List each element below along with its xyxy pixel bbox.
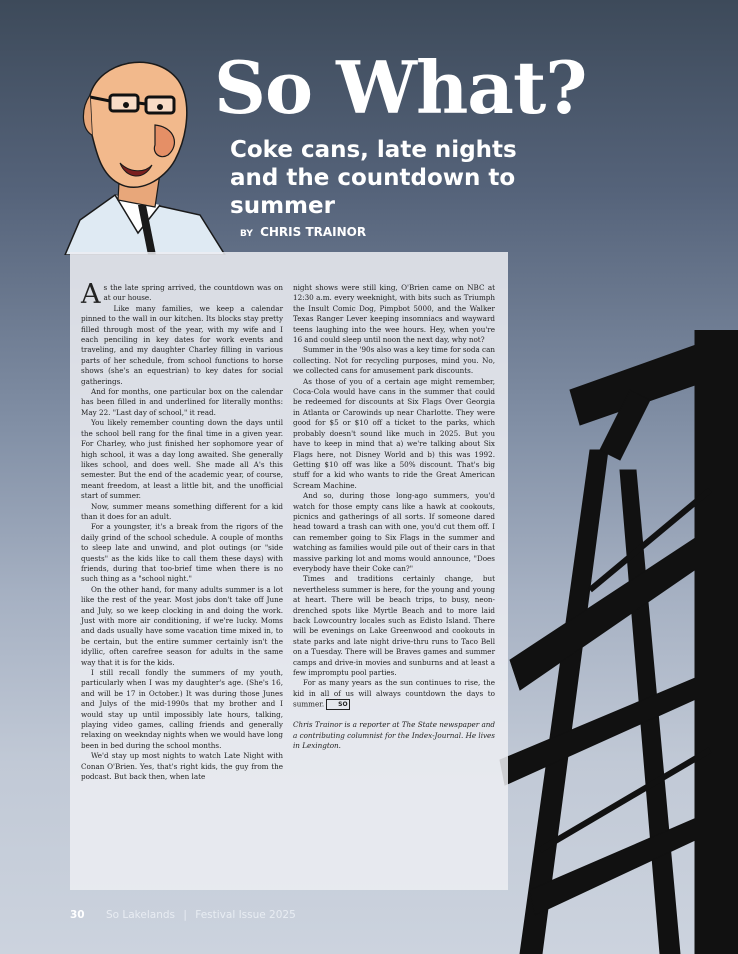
byline-prefix: BY	[240, 229, 253, 239]
paragraph: Times and traditions certainly change, but nevertheless summer is here, for the young and young at heart. There will be beach trips, to busy, neon-drenched spots like Myrtle Beach and to more laid back Lowcountry locales such as Edisto Island. There will be evenings on Lake Greenwood and cookouts in state parks and late night drive-thru runs to Taco Bell on a Tuesday. There will be Braves games and summer camps and drive-in movies and sunburns and at least a few impromptu pool parties.	[293, 574, 495, 678]
magazine-name: So Lakelands	[105, 909, 175, 921]
issue-name: Festival Issue 2025	[195, 909, 296, 921]
article-column-left	[81, 279, 283, 783]
page-number: 30	[70, 909, 85, 921]
author-bio: Chris Trainor is a reporter at The State newspaper and a contributing columnist for the Index-Journal. He lives in Lexington.	[293, 720, 495, 751]
page-footer	[70, 909, 296, 921]
roller-coaster-silhouette	[480, 330, 738, 954]
paragraph: Now, summer means something different for a kid than it does for an adult.	[81, 501, 283, 521]
paragraph: We'd stay up most nights to watch Late Night with Conan O'Brien. Yes, that's right kids, the guy from the podcast. But back then, when late	[81, 751, 283, 782]
article-subtitle: Coke cans, late nights and the countdown to summer	[230, 137, 517, 219]
paragraph: And so, during those long-ago summers, you'd watch for those empty cans like a hawk at cookouts, picnics and gatherings of all sorts. If someone dared head toward a trash can with one, you'd cut them off. I can remember going to Six Flags in the summer and watching as families would pile out of their cars in that massive parking lot and moms would announce, "Does everybody have their Coke can?"	[293, 491, 495, 573]
paragraph: I still recall fondly the summers of my youth, particularly when I was my daughter's age. (She's 16, and will be 17 in October.) It was during those Junes and Julys of the mid-1990s that my brother and I would stay up until impossibly late hours, talking, playing video games, calling friends and generally relaxing on weeknday nights when we would have long been in bed during the school months.	[81, 668, 283, 750]
footer-separator: |	[183, 909, 187, 921]
end-mark-icon: SO	[326, 699, 349, 710]
paragraph: You likely remember counting down the days until the school bell rang for the final time in a given year. For Charley, who just finished her sophomore year of high school, it was a day long awaited. She generally likes school, and does well. She made all A's this semester. But the end of the academic year, of course, meant freedom, at least a little bit, and the unofficial start of summer.	[81, 418, 283, 501]
article-column-right	[293, 283, 495, 751]
byline	[240, 225, 366, 239]
paragraph: night shows were still king, O'Brien came on NBC at 12:30 a.m. every weeknight, with bits such as Triumph the Insult Comic Dog, Pimpbot 5000, and the Walker Texas Ranger Lever keeping insomniacs and wayward teens laughing into the wee hours. Hey, when you're 16 and could sleep until noon the next day, why not?	[293, 283, 495, 345]
columnist-caricature	[60, 55, 230, 255]
paragraph: Like many families, we keep a calendar pinned to the wall in our kitchen. Its blocks stay pretty filled through most of the year, with my wife and I each penciling in key dates for work events and traveling, and my daughter Charley filling in various parts of her schedule, from school functions to horse shows (she's an equestrian) to key dates for social gatherings.	[81, 303, 283, 386]
paragraph: And for months, one particular box on the calendar has been filled in and underlined for literally months: May 22. "Last day of school," it read.	[81, 387, 283, 417]
paragraph: As those of you of a certain age might remember, Coca-Cola would have cans in the summer that could be redeemed for discounts at Six Flags Over Georgia in Atlanta or Carowinds up near Charlotte. They were good for $5 or $10 off a ticket to the parks, which probably doesn't sound like much in 2025. But you have to keep in mind that a) we're talking about Six Flags here, not Disney World and b) this was 1992. Getting $10 off was like a 50% discount. That's big stuff for a kid who wants to ride the Great American Scream Machine.	[293, 376, 495, 490]
dropcap: A	[81, 279, 101, 310]
paragraph: For a youngster, it's a break from the rigors of the daily grind of the school schedule. A couple of months to sleep late and unwind, and plot outings (or "side quests" as the kids like to call them these days) with friends, during that too-brief time when there is no such thing as a "school night."	[81, 522, 283, 584]
paragraph: For as many years as the sun continues to rise, the kid in all of us will always countdown the days to summer. SO	[293, 678, 495, 709]
article-title: So What?	[214, 45, 587, 130]
paragraph: On the other hand, for many adults summer is a lot like the rest of the year. Most jobs don't take off June and July, so we keep clocking in and doing the work. Just with more air conditioning, if we're lucky. Moms and dads usually have some vacation time mixed in, to be certain, but the entire summer certainly isn't the idyllic, often carefree season for adults in the same way that it is for the kids.	[81, 584, 283, 667]
paragraph: Summer in the '90s also was a key time for soda can collecting. Not for recycling purposes, mind you. No, we collected cans for amusement park discounts.	[293, 345, 495, 376]
author-name: CHRIS TRAINOR	[260, 225, 367, 239]
paragraph: As the late spring arrived, the countdown was on at our house.	[81, 279, 283, 310]
